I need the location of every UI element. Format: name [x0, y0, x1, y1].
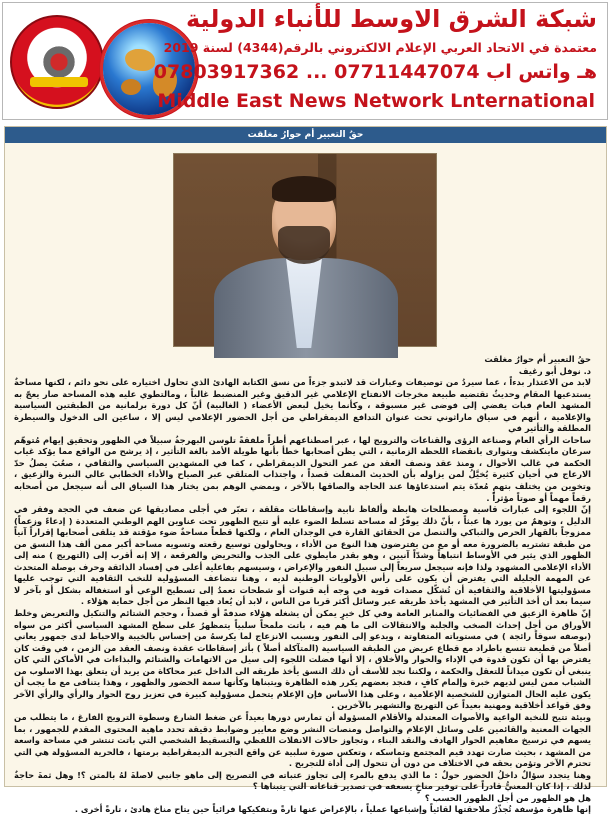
portrait-beard	[278, 226, 330, 264]
globe-landmass-icon	[125, 49, 155, 71]
network-title-english: Middle East News Network Lnternational	[157, 90, 595, 112]
article-paragraph: إنّ ظاهرة الزعيق في الفضائيات والمنابر العامة وفي كل خيرٍ يمكن أن يشغله هؤلاء صدفةً أو قصداً ، وحجم الشتائم والتنكيل والتعريض وخلط الأوراق من أجل إحداث الصخب والجلبة والانتقالات الى ما هم فيه ، باتت ملمحاً سلبياً يتمظهرُ على سطح المشهد السياسي أكثر من سواه (بوصفه سوقاً رائجة ) في مستوياته المتفاوتة ، ويدعو إلى النفور ويسبب الانزعاج لما يكرسهُ من إحساس بالخيبة والاحباط لدى جمهور يعاني أصلاً من قطيعة تتسع باطراد مع قطاع عريض من الطبقة السياسية (المتآكلة أصلاً ) بأثر إسقاطات عقدة ونصف العقد من الزمن ، في وقت كان يفترض بها أن تكون قدوة في الإداء والحوار والأخلاق ، إلا أنها فضلت اللجوء إلى سيل من الاتهامات والشتائم والبذاءات في الأماكن التي كان ينبغي أن تكون ميداناً للتعقل والحكمة ، ولكننا نجد للأسف أن ذلك النسق يأخذ طريقه الى الداخل عبر محاكاة من يريد أن يتعلق بهذا الاسلوب من الشباب ممن ليس لديهم خبرة وإلمام كافٍ ، فنجد بعضهم يكرر هذه الظاهرة ويتبناها وكأنها سمة الحضور والظهور ، وهذا يتنافى مع ما يجب أن يكون عليه الحال المتوازن للشخصية الإعلامية ، وعلى هذا الأساس فإن الإعلام يتحمل مسؤولية كبيرة في تعزيز روح الحوار والرأي والرأي الآخر وفق قواعد أخلاقية ومهنية بعيداً عن التهريج والتشهير بالآخرين .	[14, 608, 591, 711]
network-accreditation: معتمدة في الاتحاد العربي الإعلام الالكتروني بالرقم(4344) لسنة 2019	[163, 40, 597, 55]
network-title-arabic: شبكة الشرق الاوسط للأنباء الدولية	[186, 5, 597, 33]
network-phones: هـ واتس اب 07711447074 ... 07803917362	[153, 61, 597, 83]
article-paragraph: هل هو الظهور من أجل الظهور الحسب ؟	[424, 792, 591, 803]
masthead	[2, 2, 608, 120]
article-body	[14, 354, 591, 816]
article-paragraph: إنها ظاهرة مؤسفة تُجذّرُ ملاحقتها لقائياً وإشباعها عملياً ، بالإعراض عنها تارةً وبتفكيكها فرائياً حين يتاح مناخ هادئ ، تارةً أخرى .	[74, 804, 591, 815]
article-paragraph: وبيئة تتيح للنخبة الواعية والأصوات المعتدلة والأقلام المسؤولة أن تمارس دورها بعيداً عن ضغط الشارع وسطوة الترويج الفارغ ، ما يتطلب من الجهات المعنية والقائمين على وسائل الإعلام والتواصل ومنصات النشر وضع معايير وضوابط دقيقة تحدد ماهية المحتوى المقدم للجمهور ، بما يسهم في ترسيخ مفاهيم الحوار الهادف والنقد البناء ، وتجاوز حالات الانفلات اللفظي والتسقيط الشخصي التي باتت تنتشر في مساحة واسعة من المشهد ، بحيث صارت تهدد قيم المجتمع وتماسكه ، وتعكس صورة سلبية عن واقع التجربة الديمقراطية برمتها ، فالحرية المسؤولة هي التي تحترم الآخر وتؤمن بحقه في الاختلاف من دون أن تتحول إلى أداة للتجريح .	[14, 711, 591, 769]
emblem-core-icon	[39, 42, 79, 82]
article-headline-bar: حقُ التعبير أم حوارُ مغلقت	[5, 127, 606, 143]
author-portrait	[173, 153, 437, 347]
portrait-hair	[272, 176, 336, 202]
article-paragraph: وهنا يتجدد سؤالٌ داخلُ الحضور حولٌ : ما الذي يدفع بالمرء إلى تجاوز عتباته في التصريح إلى ماهو جانبي لاصلةَ لهُ بالمتن ؟! وهل ثمةَ حاجةٌ لذلك ، إذا كان المعنيُّ قادراً على توفير مناخٍ يسعفه في تصدير قناعاته التي يتبناها ؟	[14, 769, 591, 792]
iraqi-emblem-logo	[10, 15, 104, 109]
emblem-ribbon-icon	[30, 77, 88, 87]
article-author: د. نوفل أبو رغيف	[518, 365, 591, 376]
article-paragraph: لابد من الاعتذار بدءاً ، عما سيردُ من توصيفات وعبارات قد لاتبدو جزءاً من نسق الكتابة الهادئ الذي تحاول اختياره على نحو دائم ، لكنها مساحةٌ يستدعيها المقام وحديثٌ تقتضيه طبيعة مخرجات الانفتاح الإعلامي غير الدقيق وغير المنضبط غالباً ، ومالتطوي عليه هذه المساحة صار يعجّ به المشهد العام فبات يفضي إلى فوضى غير مسبوقة ، وكأنما يخيل لبعض الأعضاء ( الغالبية) أنّ كل دورة برلمانية من الطبقتين السياسية والإعلامية ، أنهم في سياق ماراثوني تحت عنوان التدافع الديمقراطي من أجل الحضور الإعلامي ليس إلا ، ساعين الى الدخول والسيطرة المطلقة والتأثير في	[14, 377, 591, 434]
article-title-line: حقُ التعبير أم حوارُ مغلقت	[484, 354, 591, 364]
globe-landmass-icon	[121, 79, 141, 95]
article-paragraph: إنّ اللجوء إلى عبارات قاسية ومصطلحات هابطة وألفاظ نابية وإسقاطات مقلقة ، تعبّر في أجلى مصاديقها عن ضعف في الحجة وفقر في الدليل ، وتوهمٌ من يورد ها عبثاً ، بأنّ ذلك يوفّرُ له مساحة تسلط الضوء عليه أو تتيح الظهور تحت عناوين الهم الوطني المتعددة ( إدعاءً وزعماً) ممزوجاً بالقهار الحرص والتباكي والتنصل من الحقائق القارة في الوجدان العام ، ولكنها قطعاً مساحةٌ ضوء مؤقتة قد يتلقى أصحابها إقراراً آنياً من طبقة تشتريه بالضرورة معه أو مع من يفترضون هذا النوع من الأداء ، ويحاولون توسيع رقعته وتسويه مساحة أكبر ممن ألف هذا النسق من الظهور الذي يثير في الأوساط انتباهاً وشدّاً آنيين ، وهو بقدر مايطوي على الجذب والتحريض والفرقعة ، إلا إنه أقرب إلى (التهريج ) منه إلى الأداء الإعلامي المشهود ولذا فإنه سيجعل سريعاً إلى سبيل النفور والإعراض ، وسيسهم بفاعلية أعلى في إفساد الذائقة وحرف بوصلة المتحدث عن المهمة الجليلة التي يفترض أن يكون على رأس الأولويات الوطنية لديه ، وهنا تتضاعف المسؤولية للنخب الثقافية التي توجب عليها مسؤوليتها الأخلاقية والثقافية أن تُشكّل مصدات قوية في وجه أية قنوات أو شطحات تعمدُ إلى تسطيح الوعي أو استغفاله بشكل أو بآخر لا سيما بعد أن أخذ التأثير في المشهد يأخذ طريقه عبر وسائل أكثر قربا من الناس ، لابد أن يُعاد فيها النظر من أجل حماية هؤلاء .	[14, 504, 591, 607]
article-paragraph: ساحات الرأي العام وصناعة الرؤى والقناعات والترويج لها ، عبر اصطناعهم أطراً ملفقةً تلوسن البهرجةُ سبيلاً في الظهور وتحقيق إيهام مُتوهّم سرعان ماينكشف ويتوارى بانقضاء اللحظة الزمانية ، التي يظن أصحابها خطأ بأنها طويلة الأمد بالغة التأثير ، إذ يرشح من الواقع مما يؤكد غياب الحكمة في غالب الأحوال ، ومنذ عقد ونصف العقد من عمر التحول الديمقراطي ، كما في المشهدين السياسي والثقافي ، صعُبَ يصلُ حدّ الارعاج في أحيان كثيرة يُخيَّلُ لمن يزاوله بأن الحديث المنفلت قصداً ، واجتذاب المتلقي عبر الصياح والأداء الخطابي عالي النبرة والزعيق ، وتخوين من يختلف بتهمٍ مُعدّة يتم استدعاؤها عند الحاجة والصاقها بالآخر ، ويمضي الوهم بمن يختار هذا السياق الى أنه سيجعل من أصحابه رقماً مهماً أو صوتاً مؤثراً .	[14, 434, 591, 503]
